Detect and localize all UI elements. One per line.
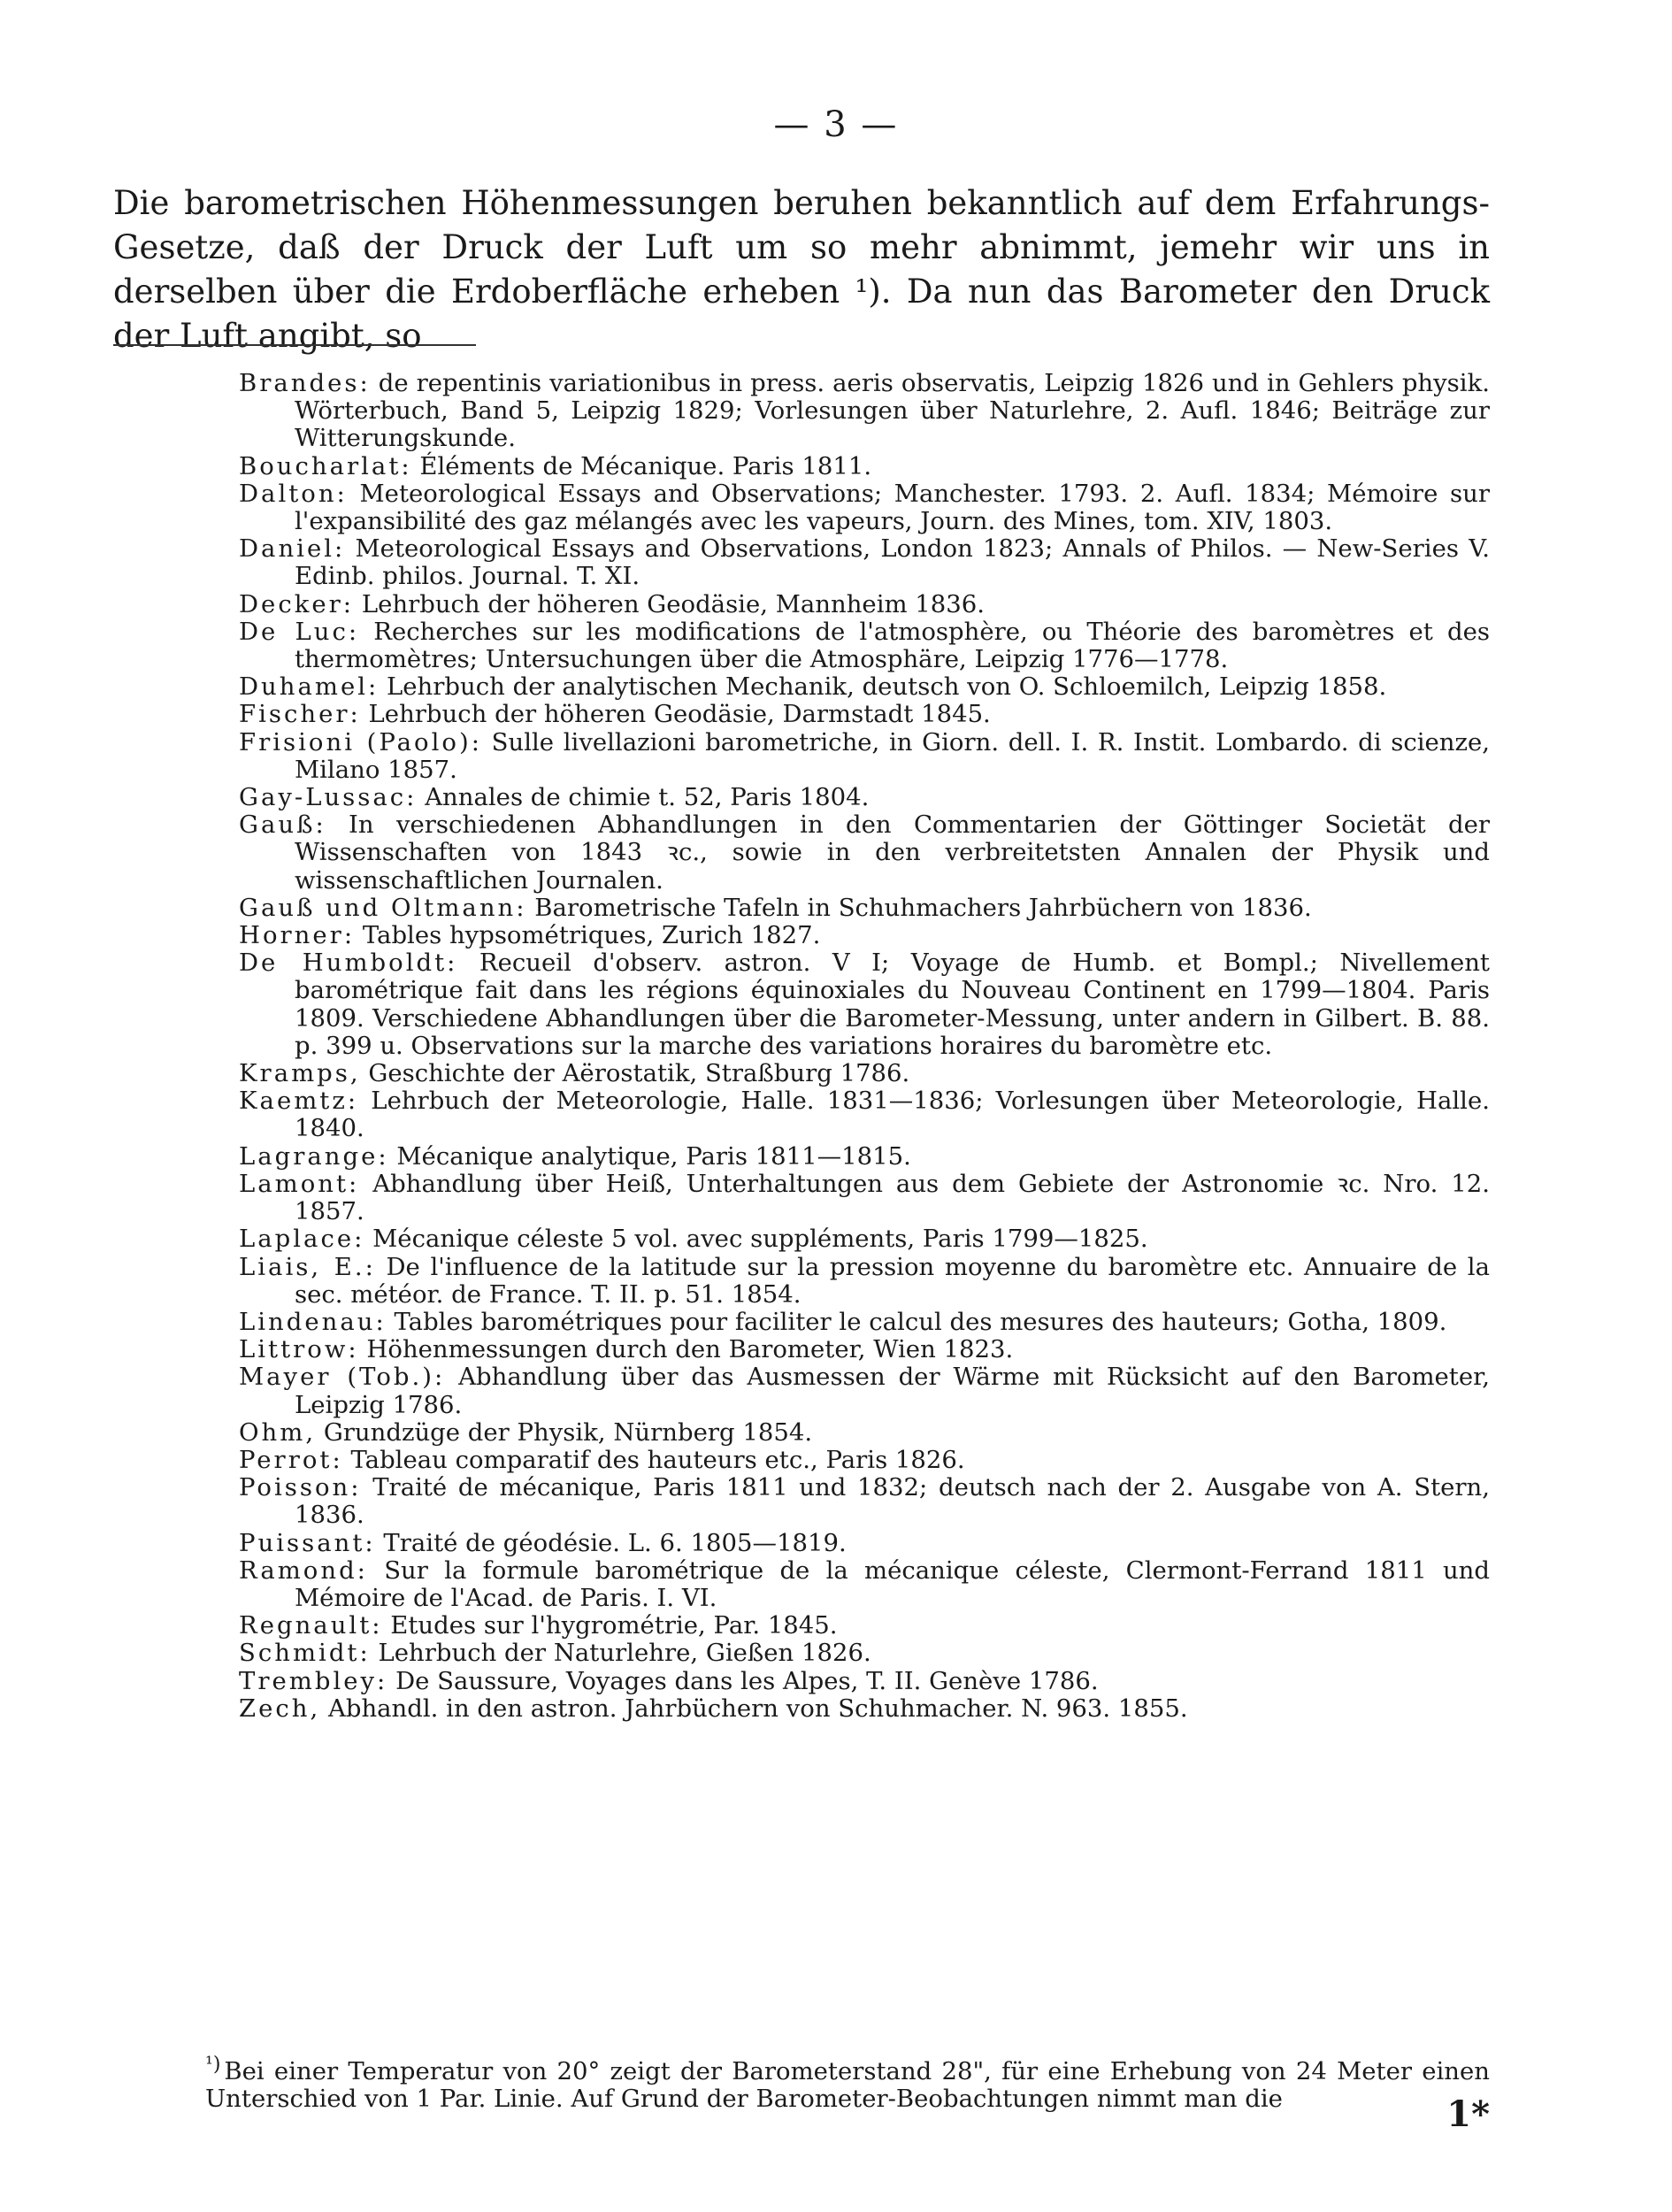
reference-text: Meteorological Essays and Observations; Manchester. 1793. 2. Aufl. 1834; Mémoire sur l'expansibilité des gaz mélangés avec les vapeurs, Journ. des Mines, tom. XIV, 1803. xyxy=(295,479,1490,536)
reference-entry xyxy=(239,1225,1490,1253)
reference-text: Lehrbuch der analytischen Mechanik, deutsch von O. Schloemilch, Leipzig 1858. xyxy=(379,672,1387,702)
reference-author: Lamont: xyxy=(239,1169,360,1198)
reference-text: de repentinis variationibus in press. aeris observatis, Leipzig 1826 und in Gehlers physik. Wörterbuch, Band 5, Leipzig 1829; Vorlesungen über Naturlehre, 2. Aufl. 1846; Beiträge zur Witterungskunde. xyxy=(295,369,1490,453)
reference-author: Mayer (Tob.): xyxy=(239,1363,446,1392)
reference-text: Éléments de Mécanique. Paris 1811. xyxy=(411,451,872,480)
reference-author: Kaemtz: xyxy=(239,1087,359,1116)
footnote-marker: ¹) xyxy=(205,2054,221,2076)
reference-author: Kramps, xyxy=(239,1059,361,1088)
reference-text: Recherches sur les modifications de l'atmosphère, ou Théorie des baromètres et des thermomètres; Untersuchungen über die Atmosphäre, Leipzig 1776—1778. xyxy=(295,617,1490,674)
reference-entry xyxy=(239,1143,1490,1171)
footnote-divider xyxy=(113,344,476,346)
reference-text: Abhandl. in den astron. Jahrbüchern von Schuhmacher. N. 963. 1855. xyxy=(320,1694,1188,1723)
reference-author: Poisson: xyxy=(239,1473,362,1502)
bibliography-list xyxy=(239,370,1490,1723)
reference-author: Puissant: xyxy=(239,1528,376,1557)
reference-entry xyxy=(239,1530,1490,1557)
reference-entry xyxy=(239,673,1490,701)
reference-text: De l'influence de la latitude sur la pression moyenne du baromètre etc. Annuaire de la sec. météor. de France. T. II. p. 51. 1854. xyxy=(295,1252,1490,1309)
reference-author: Regnault: xyxy=(239,1611,383,1640)
reference-entry xyxy=(239,1419,1490,1447)
reference-text: Traité de mécanique, Paris 1811 und 1832; deutsch nach der 2. Ausgabe von A. Stern, 1836. xyxy=(295,1473,1490,1530)
reference-author: De Luc: xyxy=(239,617,360,646)
reference-entry xyxy=(239,1336,1490,1363)
reference-entry xyxy=(239,701,1490,728)
reference-entry xyxy=(239,1695,1490,1723)
reference-text: Abhandlung über das Ausmessen der Wärme mit Rücksicht auf den Barometer, Leipzig 1786. xyxy=(295,1363,1490,1419)
reference-text: De Saussure, Voyages dans les Alpes, T. II. Genève 1786. xyxy=(387,1666,1099,1695)
reference-text: Meteorological Essays and Observations, London 1823; Annals of Philos. — New-Series V. Edinb. philos. Journal. T. XI. xyxy=(295,534,1490,591)
reference-text: Abhandlung über Heiß, Unterhaltungen aus dem Gebiete der Astronomie ꝛc. Nro. 12. 1857. xyxy=(295,1169,1490,1226)
footnote-text: Bei einer Temperatur von 20° zeigt der Barometerstand 28", für eine Erhebung von 24 Meter einen Unterschied von 1 Par. Linie. Auf Grund der Barometer-Beobachtungen nimmt man die xyxy=(205,2057,1490,2114)
reference-author: Zech, xyxy=(239,1694,321,1723)
reference-author: Laplace: xyxy=(239,1225,365,1254)
intro-paragraph: Die barometrischen Höhenmessungen beruhen bekanntlich auf dem Erfahrungs-Gesetze, daß der Druck der Luft um so mehr abnimmt, jemehr wir uns in derselben über die Erdoberfläche erheben ¹). Da nun das Barometer den Druck der Luft angibt, so xyxy=(113,184,1490,355)
reference-text: Barometrische Tafeln in Schuhmachers Jahrbüchern von 1836. xyxy=(526,893,1312,922)
reference-text: In verschiedenen Abhandlungen in den Commentarien der Göttinger Societät der Wissenschaften von 1843 ꝛc., sowie in den verbreitetsten Annalen der Physik und wissenschaftlichen Journalen. xyxy=(295,810,1490,895)
reference-entry xyxy=(239,895,1490,922)
reference-entry xyxy=(239,370,1490,453)
reference-text: Traité de géodésie. L. 6. 1805—1819. xyxy=(375,1528,847,1557)
reference-entry xyxy=(239,1309,1490,1336)
reference-author: Schmidt: xyxy=(239,1639,371,1668)
reference-author: Liais, E.: xyxy=(239,1252,376,1281)
reference-entry xyxy=(239,922,1490,949)
reference-text: Mécanique analytique, Paris 1811—1815. xyxy=(388,1141,911,1171)
reference-author: Dalton: xyxy=(239,479,348,508)
footnote xyxy=(205,2051,1490,2114)
reference-text: Tables hypsométriques, Zurich 1827. xyxy=(355,921,821,950)
reference-author: Gay-Lussac: xyxy=(239,783,418,812)
reference-text: Lehrbuch der höheren Geodäsie, Darmstadt 1845. xyxy=(360,700,991,729)
reference-text: Sur la formule barométrique de la mécanique céleste, Clermont-Ferrand 1811 und Mémoire de l'Acad. de Paris. I. VI. xyxy=(295,1555,1490,1612)
reference-entry xyxy=(239,1557,1490,1612)
reference-text: Grundzüge der Physik, Nürnberg 1854. xyxy=(316,1417,813,1447)
reference-entry xyxy=(239,453,1490,480)
reference-entry xyxy=(239,1612,1490,1640)
reference-text: Etudes sur l'hygrométrie, Par. 1845. xyxy=(382,1611,838,1640)
reference-entry xyxy=(239,1254,1490,1309)
reference-author: Frisioni (Paolo): xyxy=(239,727,482,757)
reference-author: Lagrange: xyxy=(239,1141,389,1171)
reference-text: Recueil d'observ. astron. V I; Voyage de Humb. et Bompl.; Nivellement barométrique fait dans les régions équinoxiales du Nouveau Continent en 1799—1804. Paris 1809. Verschiedene Abhandlungen über die Barometer-Messung, unter andern in Gilbert. B. 88. p. 399 u. Observations sur la marche des variations horaires du baromètre etc. xyxy=(295,949,1490,1060)
reference-author: De Humboldt: xyxy=(239,949,458,978)
reference-author: Littrow: xyxy=(239,1335,359,1364)
reference-entry xyxy=(239,1363,1490,1418)
reference-author: Ohm, xyxy=(239,1417,317,1447)
reference-entry xyxy=(239,591,1490,618)
reference-author: Gauß: xyxy=(239,810,326,840)
reference-author: Gauß und Oltmann: xyxy=(239,893,527,922)
reference-entry xyxy=(239,1060,1490,1087)
sheet-signature: 1* xyxy=(1446,2093,1490,2135)
reference-entry xyxy=(239,1474,1490,1529)
reference-text: Geschichte der Aërostatik, Straßburg 1786. xyxy=(360,1059,910,1088)
reference-text: Höhenmessungen durch den Barometer, Wien 1823. xyxy=(358,1335,1014,1364)
reference-entry xyxy=(239,811,1490,895)
reference-entry xyxy=(239,784,1490,811)
reference-entry xyxy=(239,1171,1490,1225)
reference-author: Fischer: xyxy=(239,700,361,729)
reference-author: Trembley: xyxy=(239,1666,388,1695)
reference-entry xyxy=(239,1640,1490,1667)
reference-entry xyxy=(239,1447,1490,1474)
reference-entry xyxy=(239,618,1490,673)
reference-author: Brandes: xyxy=(239,369,371,397)
reference-text: Lehrbuch der höheren Geodäsie, Mannheim 1836. xyxy=(354,589,986,618)
reference-text: Annales de chimie t. 52, Paris 1804. xyxy=(417,783,870,812)
reference-author: Horner: xyxy=(239,921,356,950)
reference-text: Lehrbuch der Meteorologie, Halle. 1831—1836; Vorlesungen über Meteorologie, Halle. 1840. xyxy=(295,1087,1490,1143)
reference-author: Decker: xyxy=(239,589,355,618)
reference-text: Tableau comparatif des hauteurs etc., Paris 1826. xyxy=(342,1445,965,1474)
reference-entry xyxy=(239,1087,1490,1142)
reference-entry xyxy=(239,480,1490,535)
reference-text: Tables barométriques pour faciliter le calcul des mesures des hauteurs; Gotha, 1809. xyxy=(386,1307,1447,1336)
reference-author: Boucharlat: xyxy=(239,451,412,480)
reference-author: Duhamel: xyxy=(239,672,380,702)
reference-entry xyxy=(239,1668,1490,1695)
reference-author: Lindenau: xyxy=(239,1307,387,1336)
reference-entry xyxy=(239,535,1490,590)
reference-author: Ramond: xyxy=(239,1555,368,1585)
reference-entry xyxy=(239,949,1490,1060)
reference-text: Mécanique céleste 5 vol. avec suppléments, Paris 1799—1825. xyxy=(364,1225,1148,1254)
reference-text: Lehrbuch der Naturlehre, Gießen 1826. xyxy=(370,1639,871,1668)
reference-text: Sulle livellazioni barometriche, in Giorn. dell. I. R. Instit. Lombardo. di scienze, Milano 1857. xyxy=(295,727,1491,784)
page-number: — 3 — xyxy=(773,104,899,145)
reference-author: Daniel: xyxy=(239,534,346,564)
reference-author: Perrot: xyxy=(239,1445,343,1474)
reference-entry xyxy=(239,729,1490,784)
